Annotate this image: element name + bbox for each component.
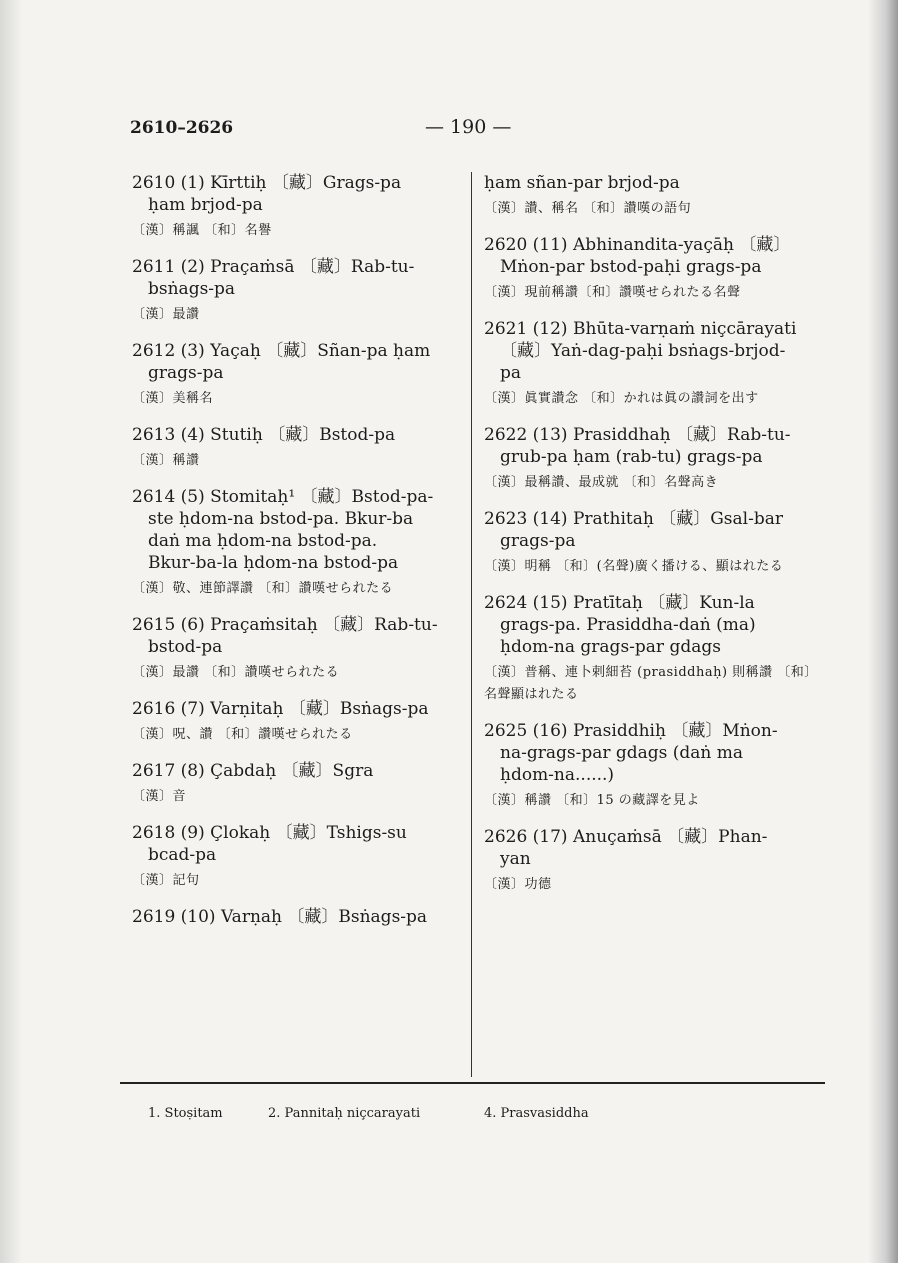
entry-headword: 2610 (1) Kīrttiḥ 〔藏〕Grags-pa bbox=[132, 173, 402, 193]
entry-translation: 〔漢〕敬、連節譯讚 〔和〕讚嘆せられたる bbox=[132, 581, 394, 596]
dictionary-entry bbox=[484, 424, 814, 494]
page-edge-right bbox=[868, 0, 898, 1263]
entry-continuation: pa bbox=[500, 363, 522, 383]
page-edge-left bbox=[0, 0, 22, 1263]
entry-headword: 2621 (12) Bhūta-varṇaṁ niçcārayati bbox=[484, 319, 797, 339]
entry-continuation: ste ḥdom-na bstod-pa. Bkur-ba bbox=[148, 509, 414, 529]
dictionary-entry bbox=[484, 592, 814, 706]
entry-continuation: ḥdom-na grags-par gdags bbox=[500, 637, 721, 657]
entry-headword: 2625 (16) Prasiddhiḥ 〔藏〕Mṅon- bbox=[484, 721, 778, 741]
entry-headword: 2620 (11) Abhinandita-yaçāḥ 〔藏〕 bbox=[484, 235, 791, 255]
entry-translation: 〔漢〕音 bbox=[132, 789, 187, 804]
entry-translation: 〔漢〕最讚 〔和〕讚嘆せられたる bbox=[132, 665, 340, 680]
dictionary-entry bbox=[484, 826, 814, 896]
entry-translation: 〔漢〕呪、讚 〔和〕讚嘆せられたる bbox=[132, 727, 353, 742]
column-divider bbox=[471, 172, 472, 1077]
dictionary-entry bbox=[484, 172, 814, 220]
dictionary-entry bbox=[484, 720, 814, 812]
dictionary-entry bbox=[132, 822, 462, 892]
entry-translation: 〔漢〕最稱讚、最成就 〔和〕名聲高き bbox=[484, 475, 719, 490]
right-column bbox=[484, 172, 814, 910]
entry-continuation: Bkur-ba-la ḥdom-na bstod-pa bbox=[148, 553, 399, 573]
footnote: 1. Stoṣitam bbox=[148, 1106, 223, 1121]
entry-translation: 〔漢〕功德 bbox=[484, 877, 552, 892]
entry-headword: 2615 (6) Praçaṁsitaḥ 〔藏〕Rab-tu- bbox=[132, 615, 438, 635]
dictionary-entry bbox=[484, 318, 814, 410]
dictionary-entry bbox=[132, 424, 462, 472]
dictionary-entry bbox=[132, 340, 462, 410]
entry-headword: 2611 (2) Praçaṁsā 〔藏〕Rab-tu- bbox=[132, 257, 415, 277]
entry-continuation: ḥdom-na......) bbox=[500, 765, 615, 785]
entry-headword: 2623 (14) Prathitaḥ 〔藏〕Gsal-bar bbox=[484, 509, 783, 529]
entry-continuation: ḥam brjod-pa bbox=[148, 195, 263, 215]
entry-headword: 2624 (15) Pratītaḥ 〔藏〕Kun-la bbox=[484, 593, 755, 613]
footnote-rule bbox=[120, 1082, 825, 1084]
entry-continuation: Mṅon-par bstod-paḥi grags-pa bbox=[500, 257, 762, 277]
entry-translation: 〔漢〕稱諷 〔和〕名譽 bbox=[132, 223, 272, 238]
footnote: 2. Pannitaḥ niçcarayati bbox=[268, 1106, 421, 1121]
entry-translation: 〔漢〕記句 bbox=[132, 873, 200, 888]
dictionary-entry bbox=[132, 256, 462, 326]
footnote: 4. Prasvasiddha bbox=[484, 1106, 589, 1121]
entry-translation: 〔漢〕最讚 bbox=[132, 307, 200, 322]
entry-continuation: bsṅags-pa bbox=[148, 279, 236, 299]
entry-translation: 〔漢〕明稱 〔和〕(名聲)廣く播ける、顯はれたる bbox=[484, 559, 784, 574]
entry-translation: 〔漢〕稱讚 〔和〕15 の藏譯を見よ bbox=[484, 793, 700, 808]
entry-continuation: daṅ ma ḥdom-na bstod-pa. bbox=[148, 531, 378, 551]
page-number: — 190 — bbox=[425, 116, 512, 138]
entry-headword: ḥam sñan-par brjod-pa bbox=[484, 173, 680, 193]
entry-translation: 〔漢〕美稱名 bbox=[132, 391, 214, 406]
entry-headword: 2616 (7) Varṇitaḥ 〔藏〕Bsṅags-pa bbox=[132, 699, 429, 719]
entry-continuation: 〔藏〕Yaṅ-dag-paḥi bsṅags-brjod- bbox=[500, 341, 786, 361]
entry-continuation: grub-pa ḥam (rab-tu) grags-pa bbox=[500, 447, 763, 467]
entry-translation: 〔漢〕讚、稱名 〔和〕讚嘆の語句 bbox=[484, 201, 692, 216]
dictionary-entry bbox=[132, 486, 462, 600]
dictionary-entry bbox=[484, 508, 814, 578]
page-range: 2610–2626 bbox=[130, 118, 234, 138]
entry-continuation: bcad-pa bbox=[148, 845, 217, 865]
entry-translation: 〔漢〕眞實讚念 〔和〕かれは眞の讚詞を出す bbox=[484, 391, 759, 406]
entry-translation: 〔漢〕稱讚 bbox=[132, 453, 200, 468]
entry-headword: 2618 (9) Çlokaḥ 〔藏〕Tshigs-su bbox=[132, 823, 407, 843]
entry-headword: 2622 (13) Prasiddhaḥ 〔藏〕Rab-tu- bbox=[484, 425, 791, 445]
entry-continuation: grags-pa. Prasiddha-daṅ (ma) bbox=[500, 615, 756, 635]
dictionary-entry bbox=[132, 698, 462, 746]
page-header bbox=[130, 118, 830, 148]
entry-translation: 〔漢〕現前稱讚〔和〕讚嘆せられたる名聲 bbox=[484, 285, 741, 300]
dictionary-entry bbox=[484, 234, 814, 304]
dictionary-entry bbox=[132, 614, 462, 684]
entry-continuation: grags-pa bbox=[148, 363, 224, 383]
entry-headword: 2626 (17) Anuçaṁsā 〔藏〕Phan- bbox=[484, 827, 768, 847]
entry-headword: 2613 (4) Stutiḥ 〔藏〕Bstod-pa bbox=[132, 425, 396, 445]
dictionary-entry bbox=[132, 760, 462, 808]
entry-headword: 2614 (5) Stomitaḥ¹ 〔藏〕Bstod-pa- bbox=[132, 487, 434, 507]
entry-translation: 〔漢〕普稱、連卜剌細苔 (prasiddhaḥ) 則稱讚 〔和〕名聲顯はれたる bbox=[484, 665, 812, 702]
entry-headword: 2619 (10) Varṇaḥ 〔藏〕Bsṅags-pa bbox=[132, 907, 428, 927]
entry-headword: 2617 (8) Çabdaḥ 〔藏〕Sgra bbox=[132, 761, 374, 781]
dictionary-entry bbox=[132, 906, 462, 928]
entry-continuation: na-grags-par gdags (daṅ ma bbox=[500, 743, 744, 763]
entry-continuation: bstod-pa bbox=[148, 637, 223, 657]
left-column bbox=[132, 172, 462, 942]
dictionary-entry bbox=[132, 172, 462, 242]
entry-continuation: grags-pa bbox=[500, 531, 576, 551]
entry-continuation: yan bbox=[500, 849, 531, 869]
entry-headword: 2612 (3) Yaçaḥ 〔藏〕Sñan-pa ḥam bbox=[132, 341, 431, 361]
